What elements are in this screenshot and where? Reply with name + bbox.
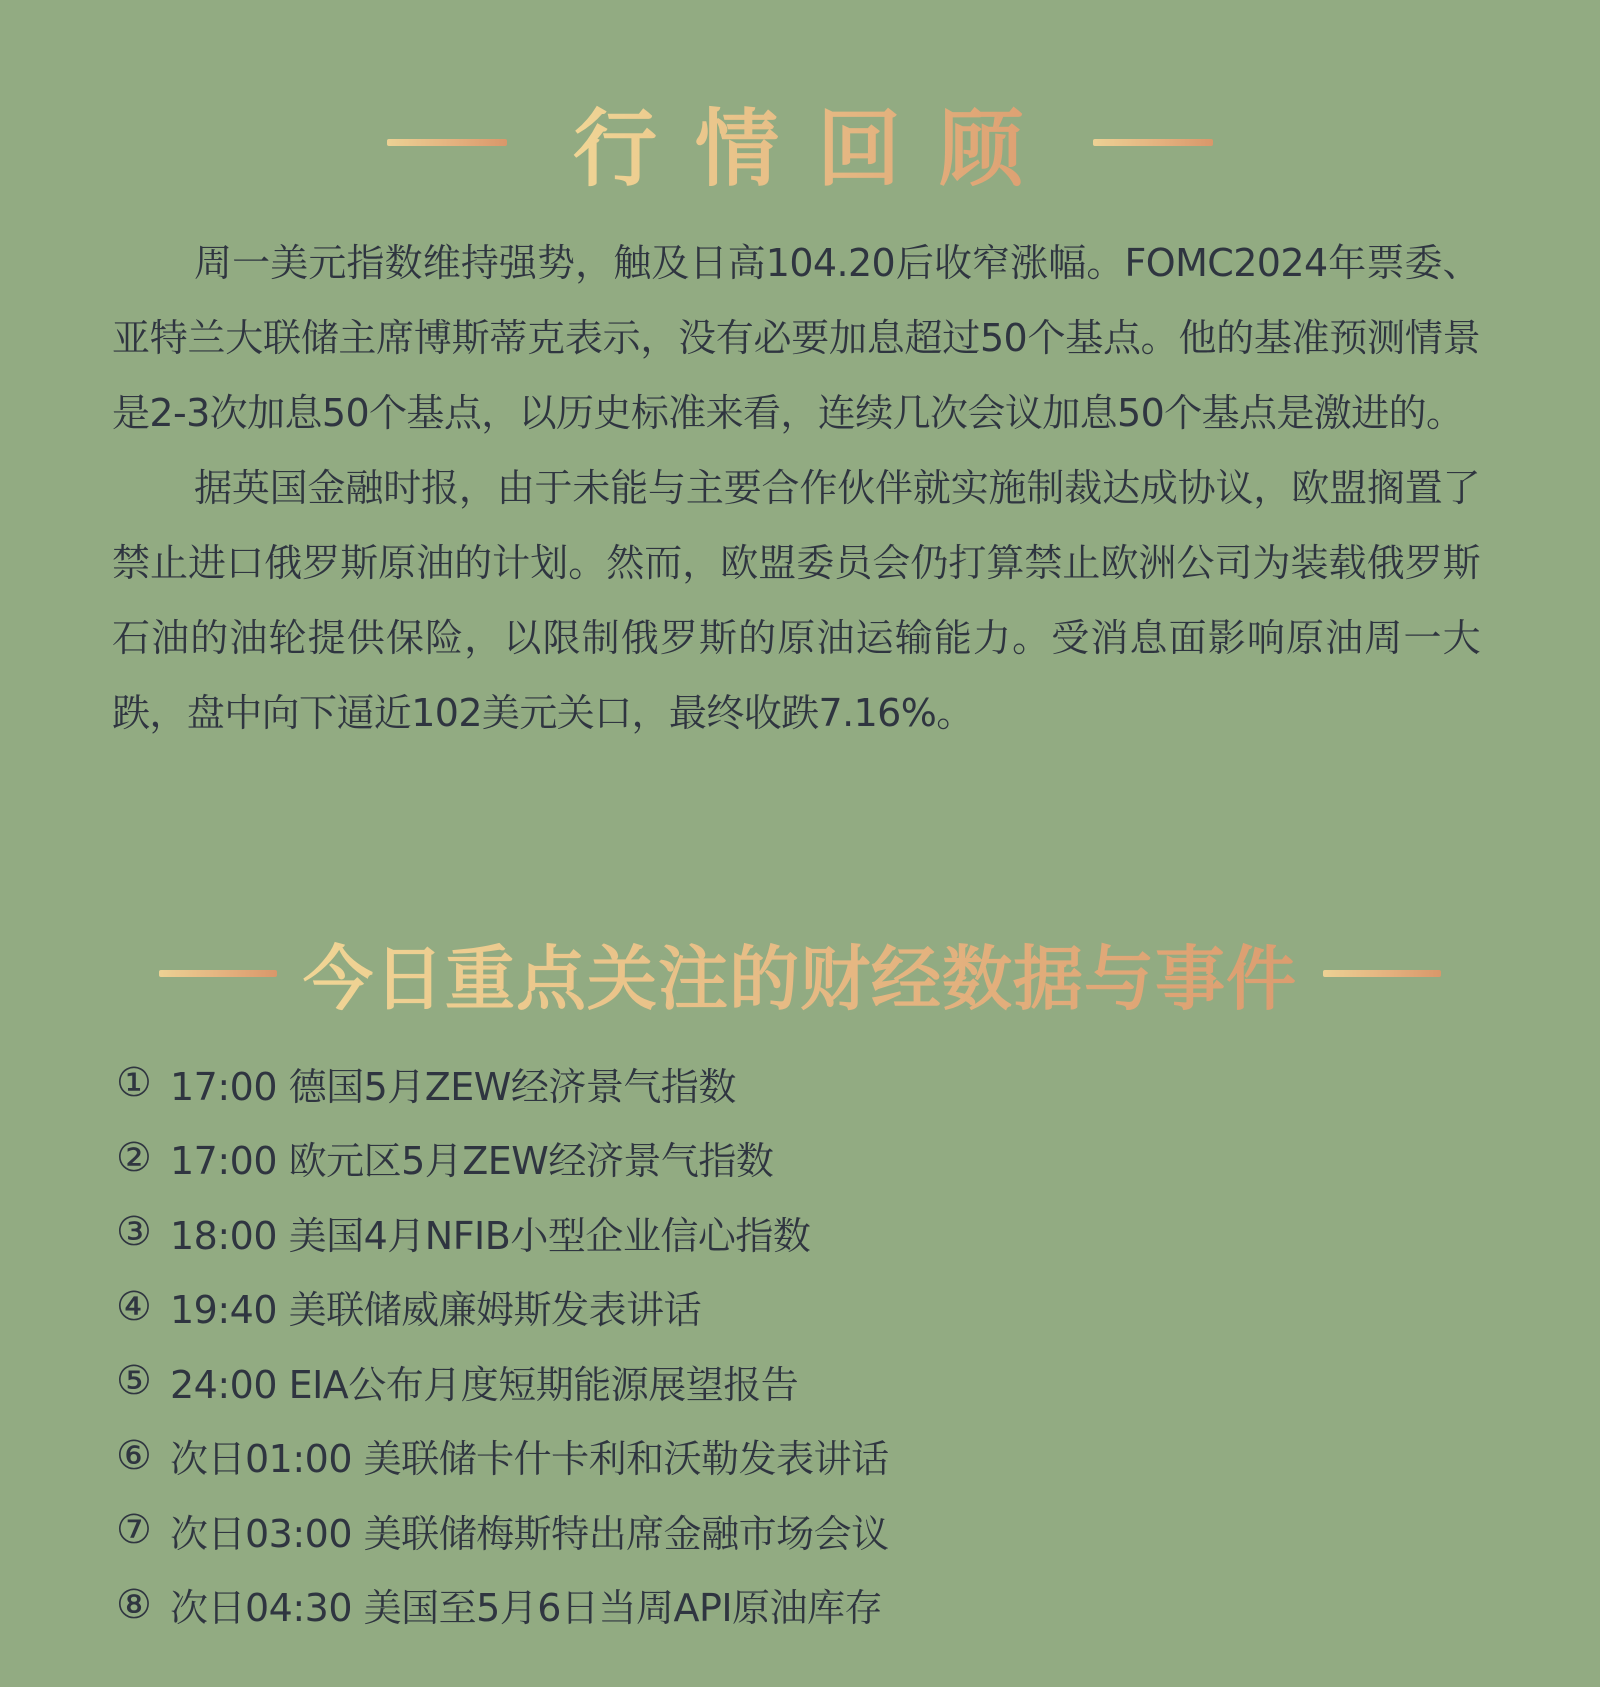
list-item (116, 1270, 889, 1345)
item-text: 24:00 EIA公布月度短期能源展望报告 (170, 1362, 799, 1407)
item-text: 19:40 美联储威廉姆斯发表讲话 (170, 1288, 702, 1333)
item-text: 次日03:00 美联储梅斯特出席金融市场会议 (170, 1511, 889, 1556)
review-paragraph: 周一美元指数维持强势，触及日高104.20后收窄涨幅。FOMC2024年票委、亚特兰大联储主席博斯蒂克表示，没有必要加息超过50个基点。他的基准预测情景是2-3次加息50个基点，以历史标准来看，连续几次会议加息50个基点是激进的。 (112, 241, 1480, 435)
list-item (116, 1493, 889, 1568)
item-text: 17:00 德国5月ZEW经济景气指数 (170, 1064, 736, 1109)
item-number: ⑧ (116, 1581, 152, 1628)
item-text: 17:00 欧元区5月ZEW经济景气指数 (170, 1139, 774, 1184)
heading-rule-left (159, 970, 277, 977)
list-item (116, 1568, 889, 1643)
item-number: ⑤ (116, 1358, 152, 1405)
list-item (116, 1046, 889, 1121)
heading-rule-right (1093, 139, 1213, 146)
item-number: ② (116, 1134, 152, 1181)
events-heading (0, 928, 1600, 1018)
review-title: 行情回顾 (573, 82, 1061, 203)
list-item (116, 1419, 889, 1494)
item-number: ⑥ (116, 1432, 152, 1479)
item-number: ③ (116, 1209, 152, 1256)
heading-rule-right (1323, 970, 1441, 977)
events-list (116, 1046, 889, 1642)
review-heading (0, 92, 1600, 198)
review-paragraph: 据英国金融时报，由于未能与主要合作伙伴就实施制裁达成协议，欧盟搁置了禁止进口俄罗斯原油的计划。然而，欧盟委员会仍打算禁止欧洲公司为装载俄罗斯石油的油轮提供保险，以限制俄罗斯的原油运输能力。受消息面影响原油周一大跌，盘中向下逼近102美元关口，最终收跌7.16%。 (112, 466, 1480, 735)
list-item (116, 1344, 889, 1419)
review-body (112, 226, 1480, 751)
list-item (116, 1121, 889, 1196)
item-text: 18:00 美国4月NFIB小型企业信心指数 (170, 1213, 811, 1258)
item-number: ⑦ (116, 1507, 152, 1554)
item-text: 次日04:30 美国至5月6日当周API原油库存 (170, 1586, 883, 1631)
heading-rule-left (387, 139, 507, 146)
events-title: 今日重点关注的财经数据与事件 (303, 923, 1297, 1024)
item-number: ④ (116, 1283, 152, 1330)
list-item (116, 1195, 889, 1270)
item-number: ① (116, 1060, 152, 1107)
item-text: 次日01:00 美联储卡什卡利和沃勒发表讲话 (170, 1437, 889, 1482)
